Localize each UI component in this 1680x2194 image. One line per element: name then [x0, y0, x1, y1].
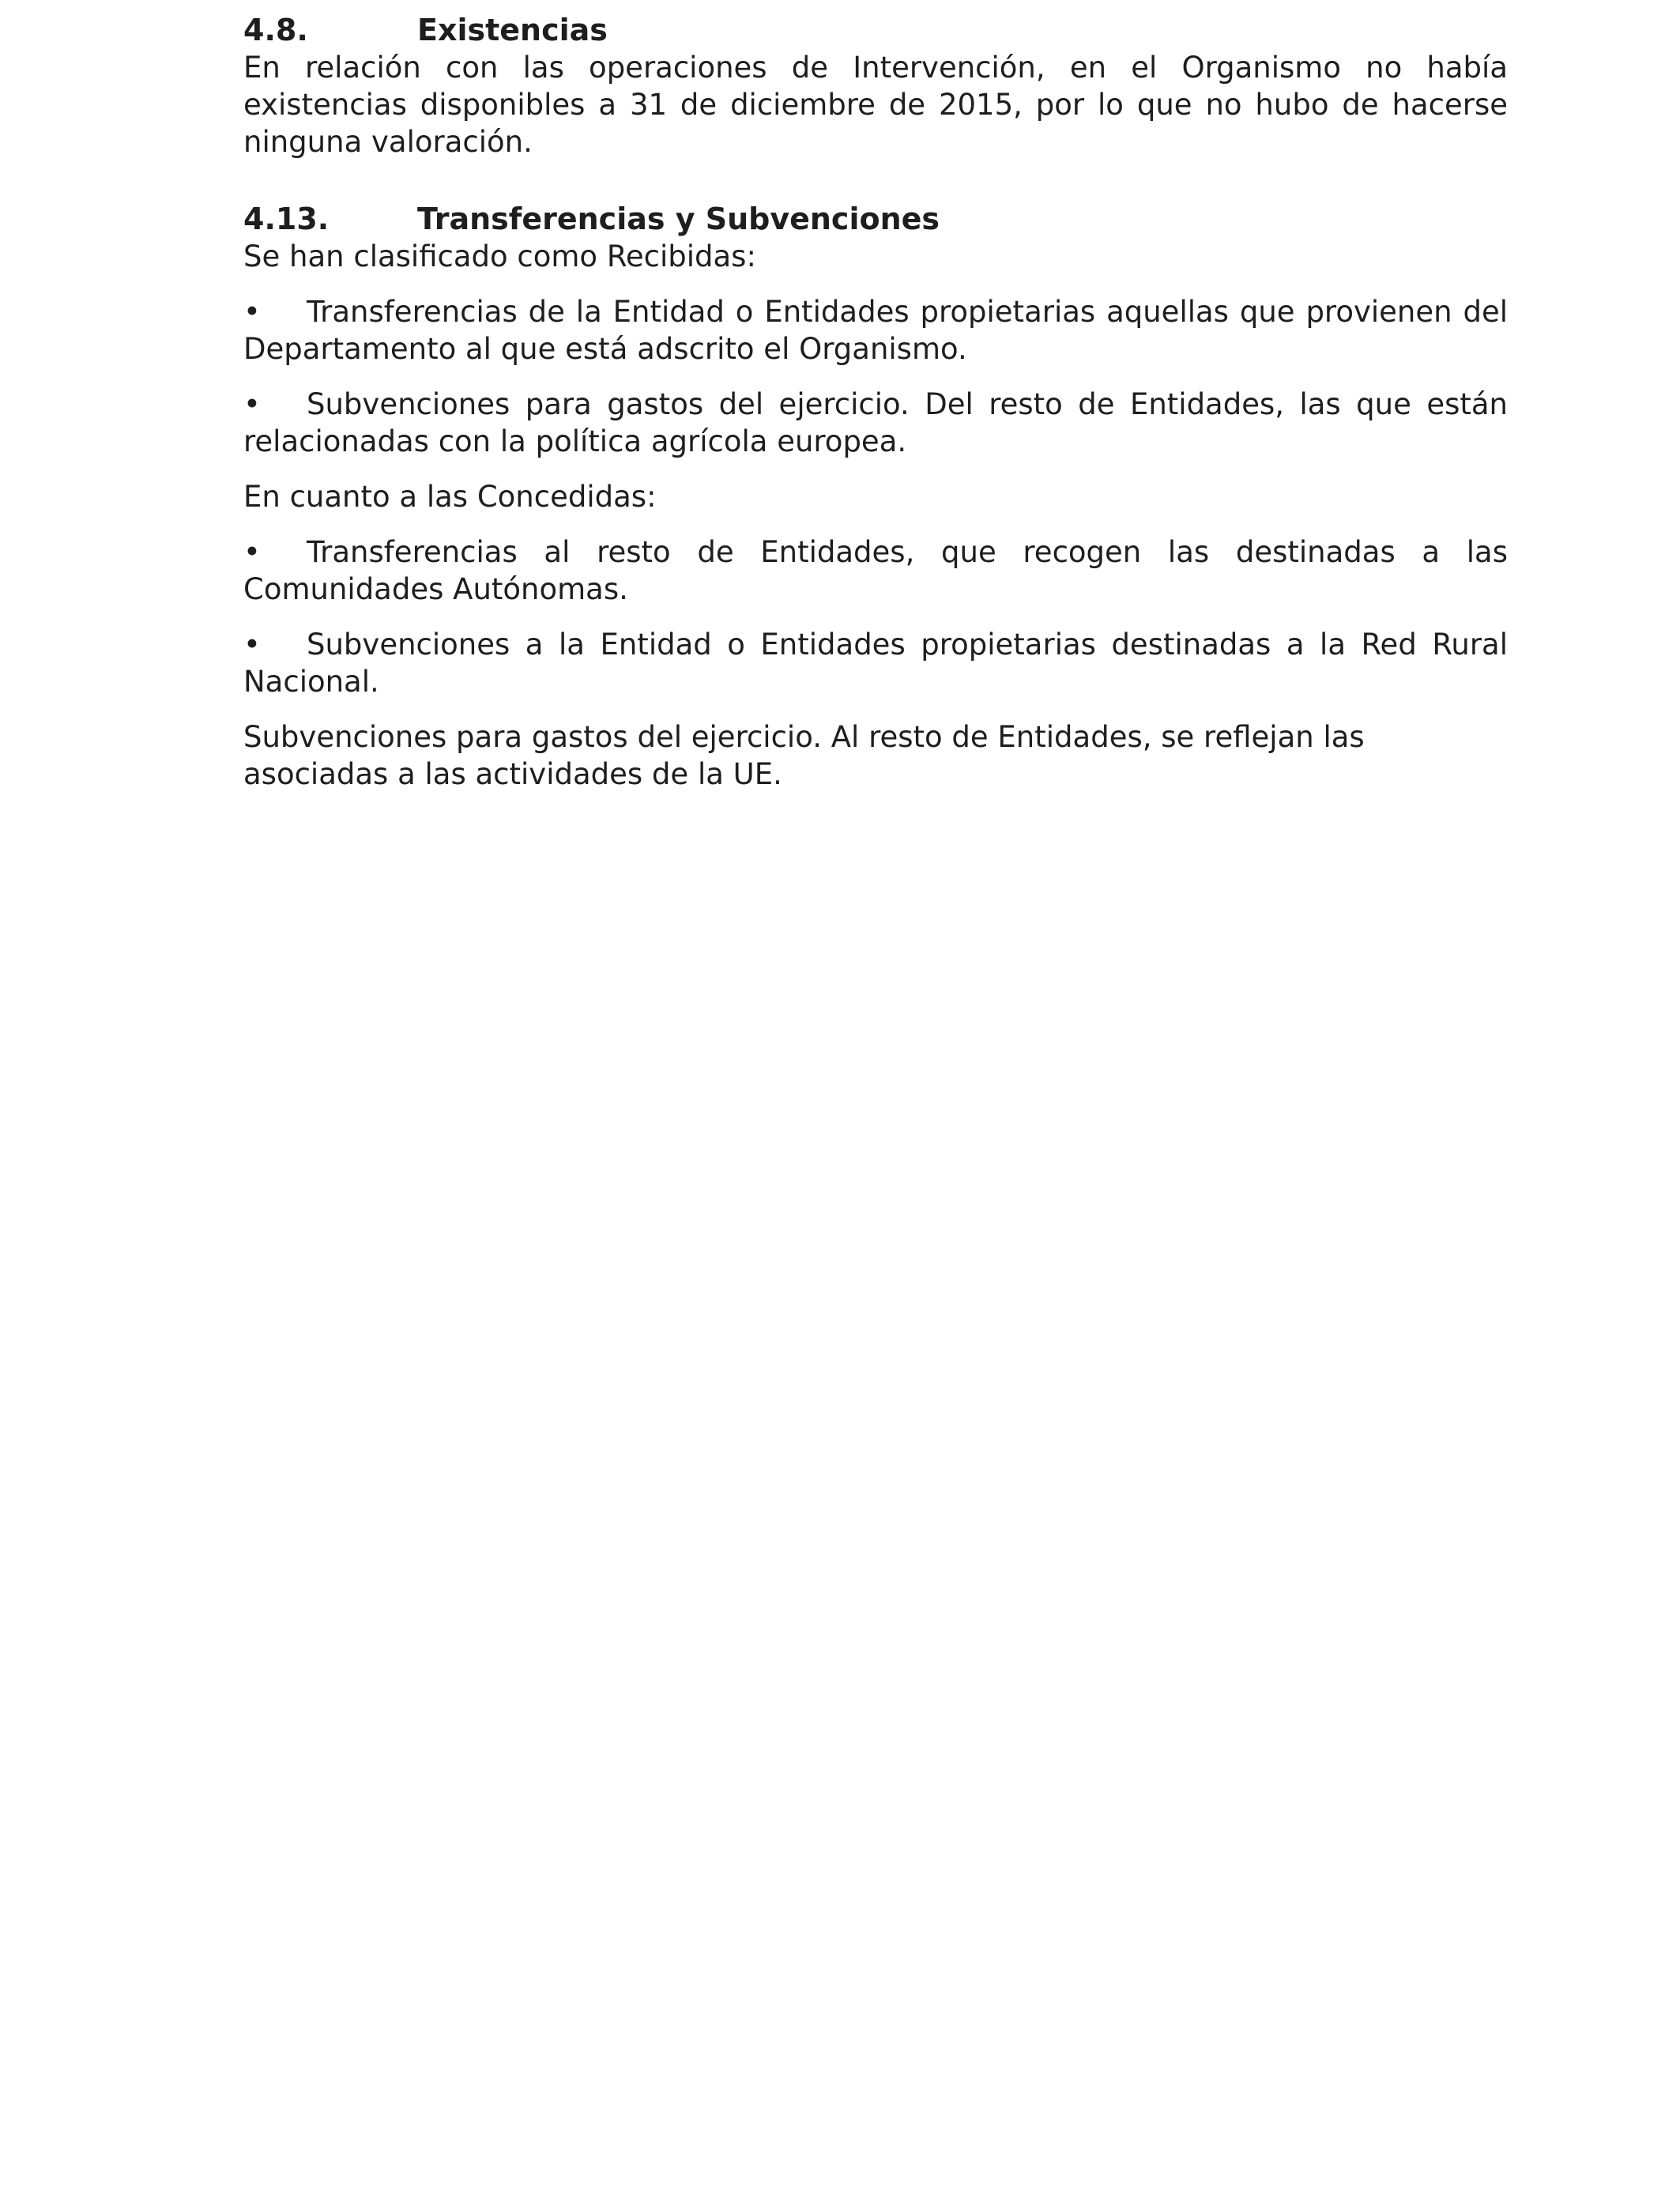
list-item-text: Subvenciones a la Entidad o Entidades propietarias destinadas a la Red Rural Nacional.: [243, 628, 1508, 699]
list-item: [243, 386, 1508, 460]
section-title: Existencias: [417, 13, 608, 47]
existencias-paragraph: En relación con las operaciones de Intervención, en el Organismo no había existencias disponibles a 31 de diciembre de 2015, por lo que no hubo de hacerse ninguna valoración.: [243, 51, 1508, 159]
list-item-text: Transferencias de la Entidad o Entidades propietarias aquellas que provienen del Departamento al que está adscrito el Organismo.: [243, 295, 1508, 366]
list-item-text: Subvenciones para gastos del ejercicio. Del resto de Entidades, las que están relacionadas con la política agrícola europea.: [243, 387, 1508, 458]
bullet-icon: •: [243, 535, 261, 569]
section-number: 4.8.: [243, 13, 308, 47]
section-heading-existencias: [243, 11, 1508, 49]
bullet-icon: •: [243, 387, 261, 421]
list-item: [243, 533, 1508, 608]
bullet-icon: •: [243, 295, 261, 329]
section-heading-transferencias: [243, 200, 1508, 238]
section-title: Transferencias y Subvenciones: [417, 202, 940, 236]
document-page: [243, 11, 1508, 793]
section-number: 4.13.: [243, 202, 330, 236]
list-item-text: Transferencias al resto de Entidades, que recogen las destinadas a las Comunidades Autónomas.: [243, 535, 1508, 606]
bullet-icon: •: [243, 628, 261, 662]
list-item: [243, 626, 1508, 700]
list-item: [243, 293, 1508, 368]
closing-paragraph: Subvenciones para gastos del ejercicio. Al resto de Entidades, se reflejan las asociadas a las actividades de la UE.: [243, 720, 1365, 791]
received-intro: Se han clasificado como Recibidas:: [243, 239, 756, 273]
granted-intro: En cuanto a las Concedidas:: [243, 480, 657, 514]
